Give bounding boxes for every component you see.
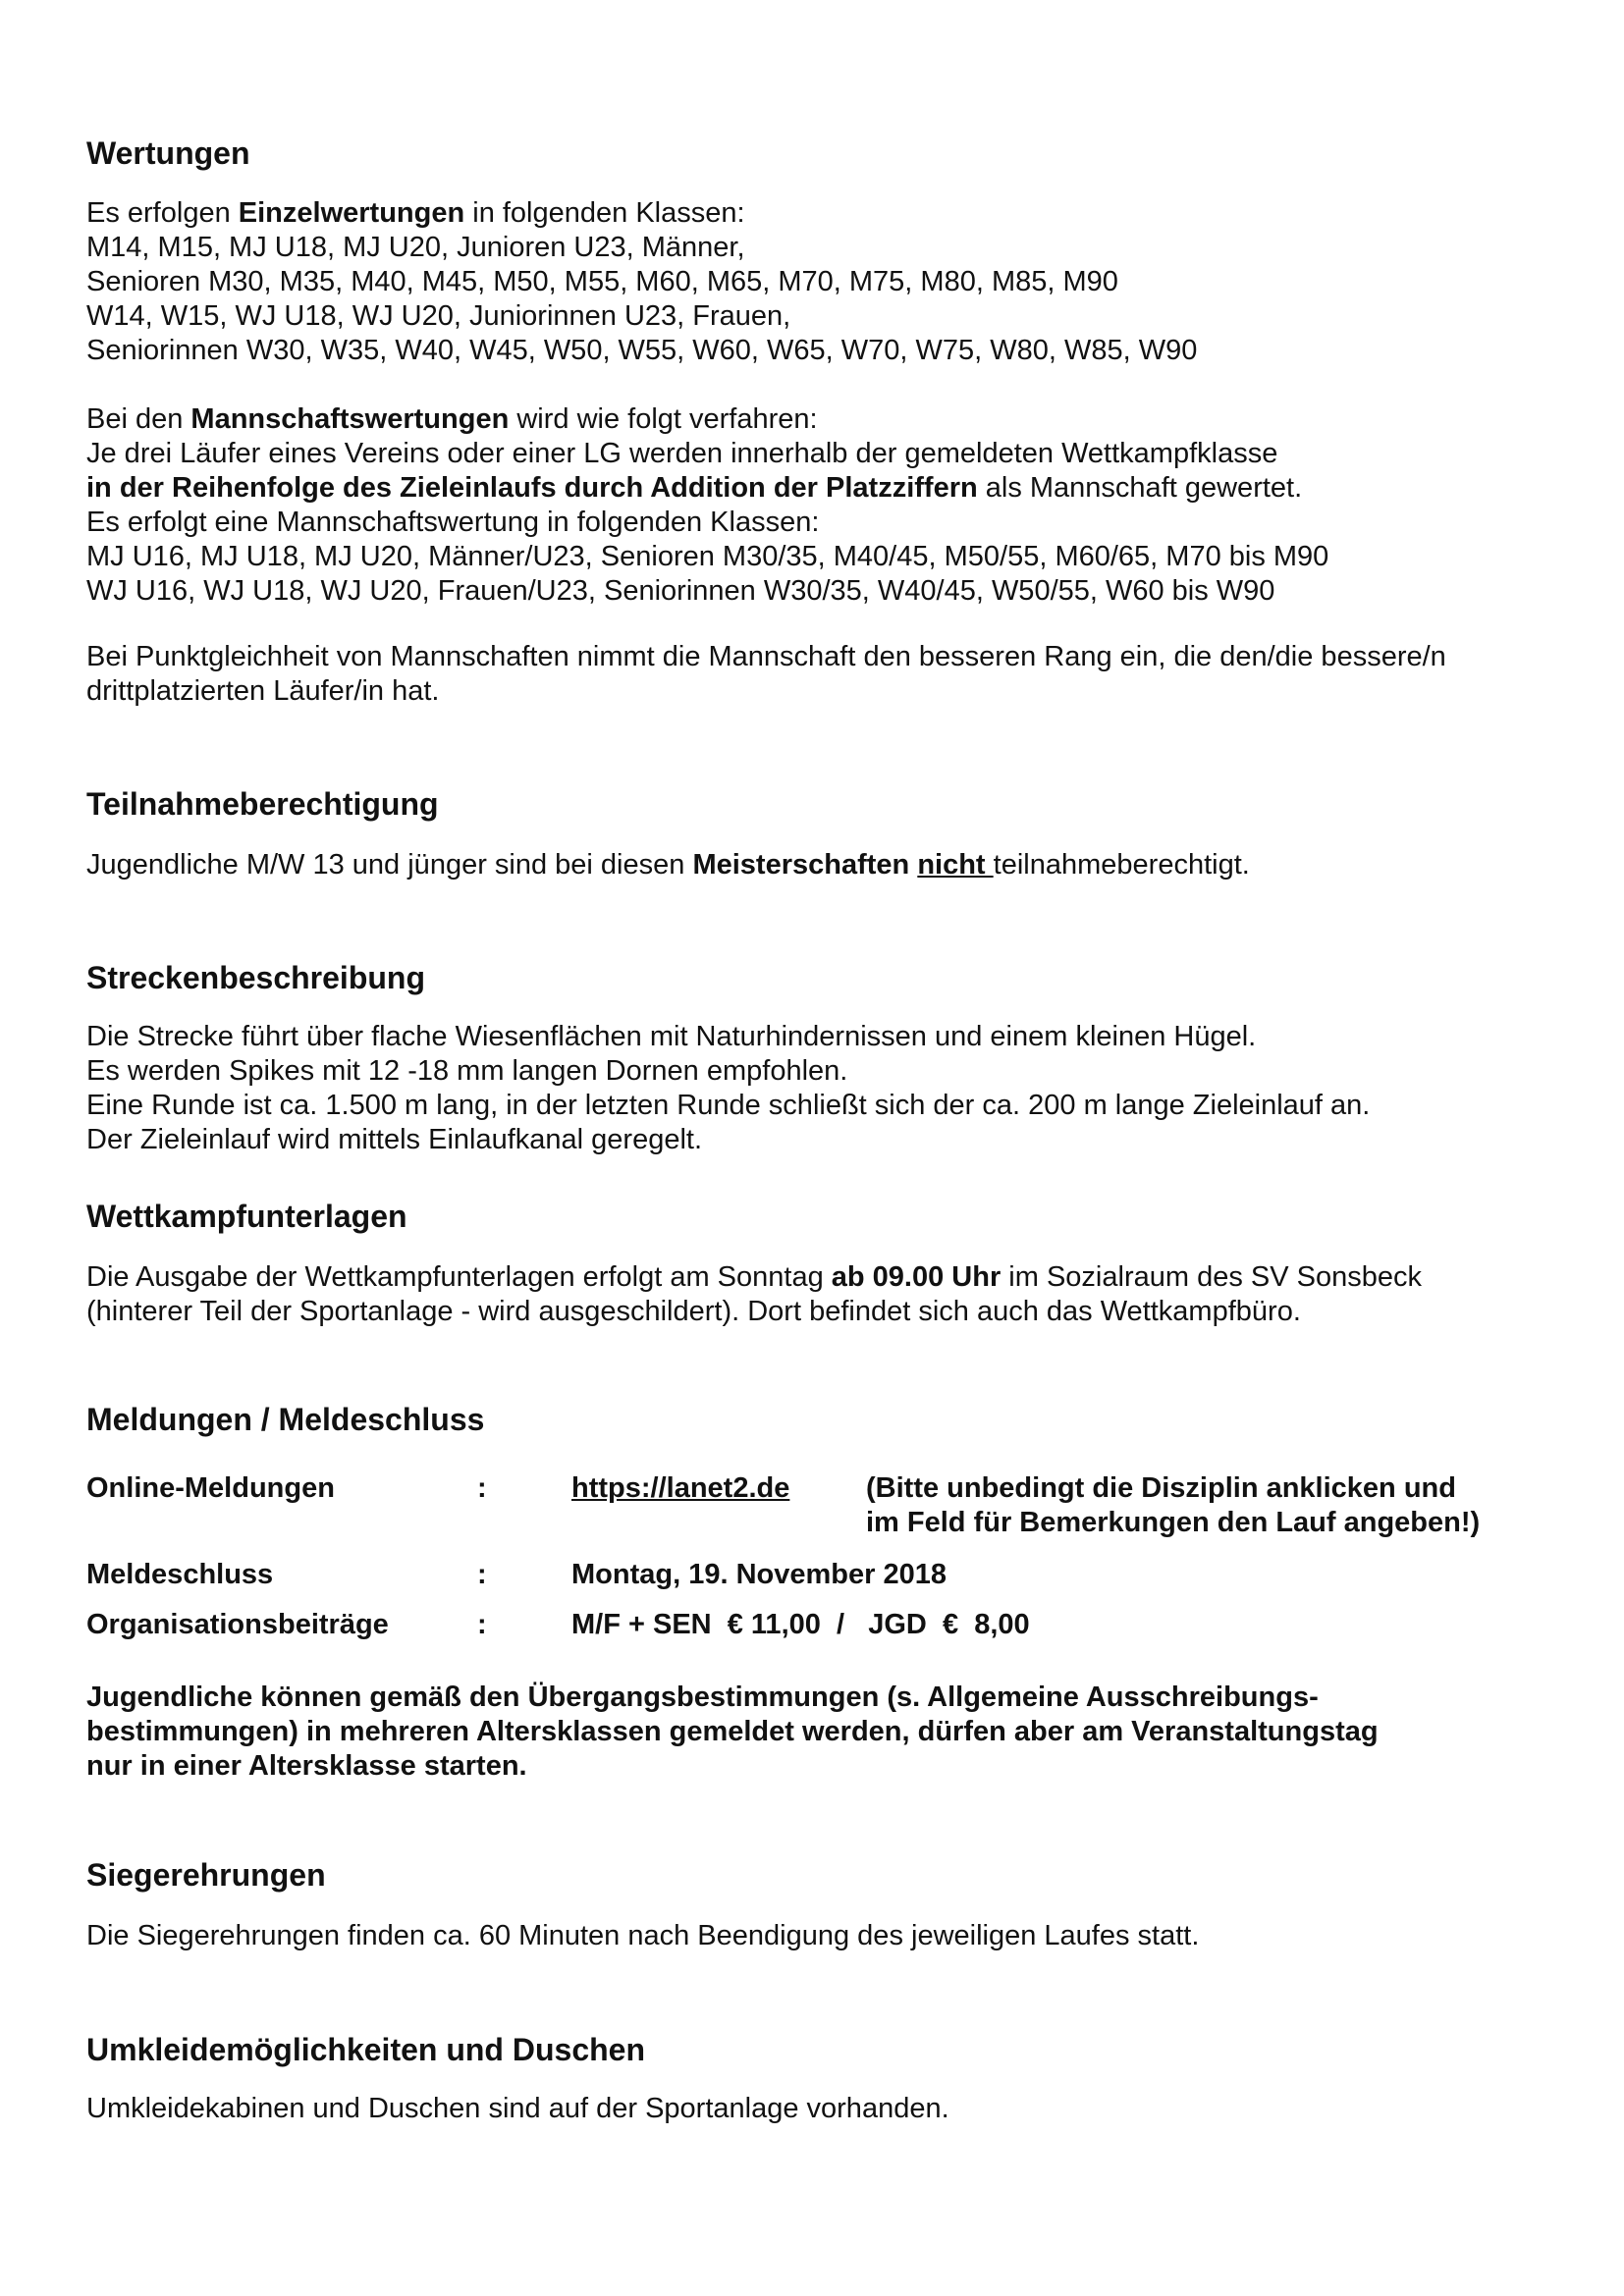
einzel-intro: Es erfolgen Einzelwertungen in folgenden Klassen: bbox=[86, 197, 745, 229]
punktgleichheit-paragraph: Bei Punktgleichheit von Mannschaften nimmt die Mannschaft den besseren Rang ein, die den/die bessere/n drittplatzierten Läufer/in hat. bbox=[86, 641, 1446, 707]
strecke-text: Die Strecke führt über flache Wiesenflächen mit Naturhindernissen und einem kleinen Hügel. Es werden Spikes mit 12 -18 mm langen Dornen empfohlen. Eine Runde ist ca. 1.500 m lang, in der letzten Runde schließt sich der ca. 200 m lange Zieleinlauf an. Der Zieleinlauf wird mittels Einlaufkanal geregelt. bbox=[86, 1021, 1371, 1155]
section-title-strecke: Streckenbeschreibung bbox=[86, 960, 425, 995]
einzel-line: Seniorinnen W30, W35, W40, W45, W50, W55, W60, W65, W70, W75, W80, W85, W90 bbox=[86, 335, 1198, 366]
sieger-text: Die Siegerehrungen finden ca. 60 Minuten nach Beendigung des jeweiligen Laufes statt. bbox=[86, 1920, 1200, 1951]
einzel-line: Senioren M30, M35, M40, M45, M50, M55, M60, M65, M70, M75, M80, M85, M90 bbox=[86, 266, 1118, 297]
jugend-hinweis: Jugendliche können gemäß den Übergangsbestimmungen (s. Allgemeine Ausschreibungs- bestimmungen) in mehreren Altersklassen gemeldet werden, dürfen aber am Veranstaltungstag nur in einer Altersklasse starten. bbox=[86, 1682, 1379, 1782]
section-title-teilnahme: Teilnahmeberechtigung bbox=[86, 786, 439, 822]
document-page: Wertungen Es erfolgen Einzelwertungen in folgenden Klassen: M14, M15, MJ U18, MJ U20, Junioren U23, Männer, Senioren M30, M35, M40, M45, M50, M55, M60, M65, M70, M75, M80, M85, M90 W14, W15, WJ U18, WJ U20, Juniorinnen U23, Frauen, Seniorinnen W30, W35, W40, W45, W50, W55, W60, W65, W70, W75, W80, W85, W90 Bei den Mannschaftswertungen wird wie folgt verfahren: Je drei Läufer eines Vereins oder einer LG werden innerhalb der gemeldeten Wettkampfklasse in der Reihenfolge des Zieleinlaufs durch Addition der Platzziffern als Mannschaft gewertet. Es erfolgt eine Mannschaftswertung in folgenden Klassen: MJ U16, MJ U18, MJ U20, Männer/U23, Senioren M30/35, M40/45, M50/55, M60/65, M70 bis M90 WJ U16, WJ U18, WJ U20, Frauen/U23, Seniorinnen W30/35, W40/45, W50/55, W60 bis W90 Bei Punktgleichheit von Mannschaften nimmt die Mannschaft den besseren Rang ein, die den/die bessere/n drittplatzierten Läufer/in hat. Teilnahmeberechtigung Jugendliche M/W 13 und jünger sind bei diesen Meisterschaften nicht teilnahmeberechtigt. Streckenbeschreibung Die Strecke führt über flache Wiesenflächen mit Naturhindernissen und einem kleinen Hügel. Es werden Spikes mit 12 -18 mm langen Dornen empfohlen. Eine Runde ist ca. 1.500 m lang, in der letzten Runde schließt sich der ca. 200 m lange Zieleinlauf an. Der Zieleinlauf wird mittels Einlaufkanal geregelt. Wettkampfunterlagen Die Ausgabe der Wettkampfunterlagen erfolgt am Sonntag ab 09.00 Uhr im Sozialraum des SV Sonsbeck (hinterer Teil der Sportanlage - wird ausgeschildert). Dort befindet sich auch das Wettkampfbüro. Meldungen / Meldeschluss Online-Meldungen : https://lanet2.de (Bitte unbedingt die Disziplin anklicken und im Feld für Bemerkungen den Lauf angeben!) Meldeschluss : Montag, 19. November 2018 Organisationsbeiträge : M/F + SEN € 11,00 / JGD € 8,00 Jugendliche können gemäß den Übergangsbestimmungen (s. Allgemeine Ausschreibungs- bestimmungen) in mehreren Altersklassen gemeldet werden, dürfen aber am Veranstaltungstag nur in einer Altersklasse starten. Siegerehrungen Die Siegerehrungen finden ca. 60 Minuten nach Beendigung des jeweiligen Laufes statt. Umkleidemöglichkeiten und Duschen Umkleidekabinen und Duschen sind auf der Sportanlage vorhanden. bbox=[0, 0, 1624, 2296]
section-title-meldungen: Meldungen / Meldeschluss bbox=[86, 1402, 485, 1437]
mann-line: Es erfolgt eine Mannschaftswertung in folgenden Klassen: bbox=[86, 507, 820, 538]
lanet-link[interactable]: https://lanet2.de bbox=[571, 1472, 790, 1504]
umkleide-text: Umkleidekabinen und Duschen sind auf der Sportanlage vorhanden. bbox=[86, 2093, 949, 2124]
mann-line: in der Reihenfolge des Zieleinlaufs durch Addition der Platzziffern als Mannschaft gewertet. bbox=[86, 472, 1303, 504]
teilnahme-text: Jugendliche M/W 13 und jünger sind bei diesen Meisterschaften nicht teilnahmeberechtigt. bbox=[86, 849, 1250, 881]
mann-intro: Bei den Mannschaftswertungen wird wie folgt verfahren: bbox=[86, 403, 818, 435]
einzel-line: W14, W15, WJ U18, WJ U20, Juniorinnen U23, Frauen, bbox=[86, 300, 791, 332]
section-title-wertungen: Wertungen bbox=[86, 135, 250, 171]
unterlagen-text: Die Ausgabe der Wettkampfunterlagen erfolgt am Sonntag ab 09.00 Uhr im Sozialraum des SV Sonsbeck (hinterer Teil der Sportanlage - wird ausgeschildert). Dort befindet sich auch das Wettkampfbüro. bbox=[86, 1261, 1422, 1327]
section-title-sieger: Siegerehrungen bbox=[86, 1857, 326, 1893]
mann-line: MJ U16, MJ U18, MJ U20, Männer/U23, Senioren M30/35, M40/45, M50/55, M60/65, M70 bis M90 bbox=[86, 541, 1329, 572]
wertungen-mannschaft-block bbox=[86, 402, 1328, 609]
wertungen-einzel-block bbox=[86, 196, 1197, 368]
section-title-unterlagen: Wettkampfunterlagen bbox=[86, 1199, 407, 1234]
online-meldungen-note: (Bitte unbedingt die Disziplin anklicken und im Feld für Bemerkungen den Lauf angeben!) bbox=[866, 1472, 1481, 1538]
mann-line: Je drei Läufer eines Vereins oder einer LG werden innerhalb der gemeldeten Wettkampfklasse bbox=[86, 438, 1278, 469]
section-title-umkleide: Umkleidemöglichkeiten und Duschen bbox=[86, 2032, 645, 2067]
einzel-line: M14, M15, MJ U18, MJ U20, Junioren U23, Männer, bbox=[86, 232, 745, 263]
mann-line: WJ U16, WJ U18, WJ U20, Frauen/U23, Seniorinnen W30/35, W40/45, W50/55, W60 bis W90 bbox=[86, 575, 1275, 607]
